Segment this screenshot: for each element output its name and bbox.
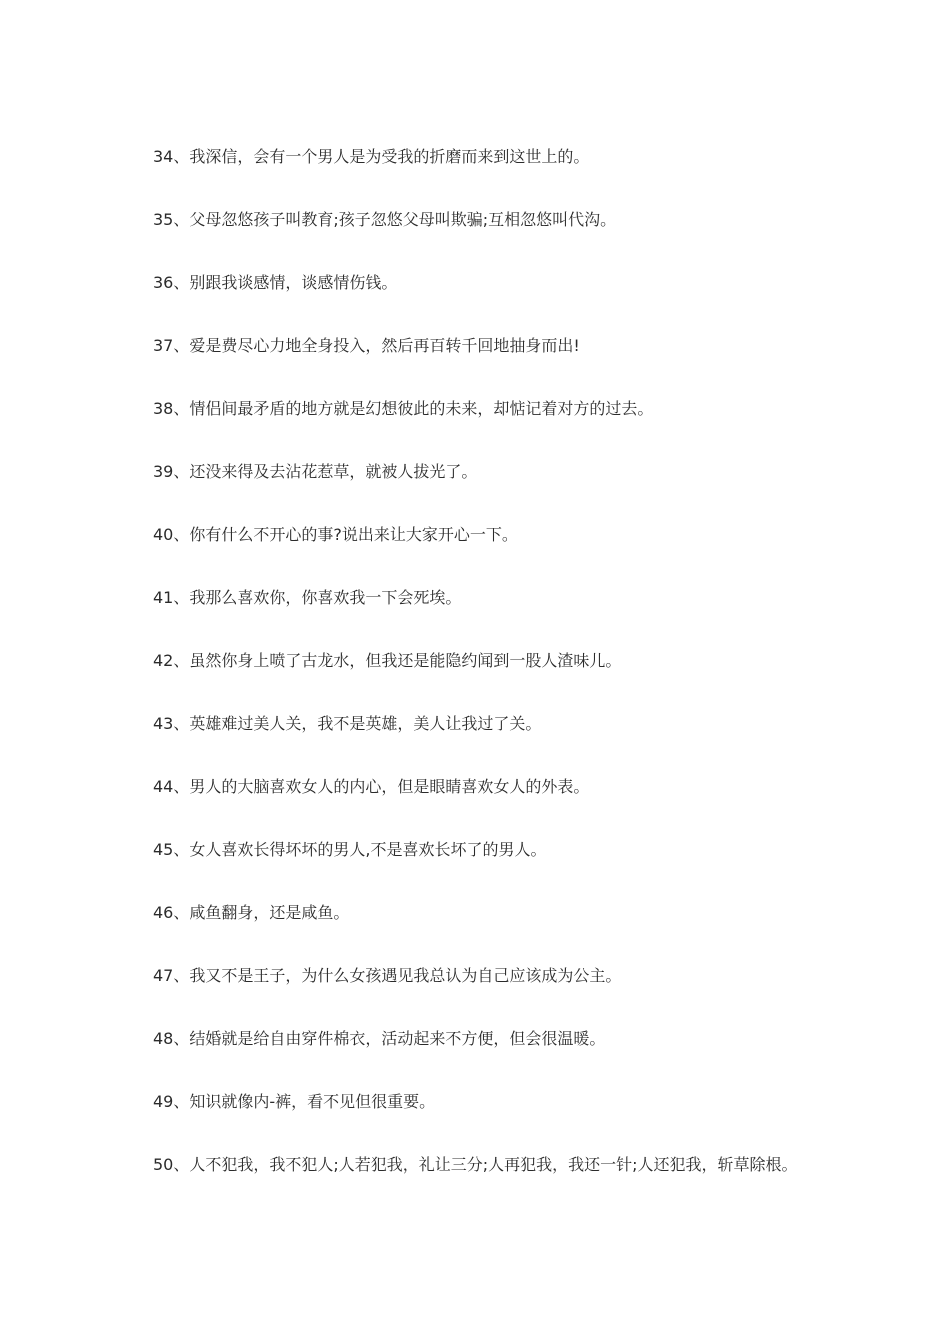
- quote-item: 48、结婚就是给自由穿件棉衣，活动起来不方便，但会很温暖。: [153, 1029, 606, 1048]
- quote-item: 50、人不犯我，我不犯人;人若犯我，礼让三分;人再犯我，我还一针;人还犯我，斩草除根。: [153, 1155, 798, 1174]
- quote-item: 44、男人的大脑喜欢女人的内心，但是眼睛喜欢女人的外表。: [153, 777, 590, 796]
- quote-item: 38、情侣间最矛盾的地方就是幻想彼此的未来，却惦记着对方的过去。: [153, 399, 654, 418]
- quote-item: 41、我那么喜欢你，你喜欢我一下会死埃。: [153, 588, 462, 607]
- quote-item: 37、爱是费尽心力地全身投入，然后再百转千回地抽身而出!: [153, 336, 580, 355]
- quote-item: 42、虽然你身上喷了古龙水，但我还是能隐约闻到一股人渣味儿。: [153, 651, 622, 670]
- quote-item: 45、女人喜欢长得坏坏的男人,不是喜欢长坏了的男人。: [153, 840, 547, 859]
- quote-item: 35、父母忽悠孩子叫教育;孩子忽悠父母叫欺骗;互相忽悠叫代沟。: [153, 210, 617, 229]
- quote-list: [153, 145, 803, 1216]
- quote-item: 43、英雄难过美人关，我不是英雄，美人让我过了关。: [153, 714, 542, 733]
- quote-item: 40、你有什么不开心的事?说出来让大家开心一下。: [153, 525, 518, 544]
- quote-item: 36、别跟我谈感情，谈感情伤钱。: [153, 273, 398, 292]
- quote-item: 49、知识就像内-裤，看不见但很重要。: [153, 1092, 436, 1111]
- quote-item: 34、我深信，会有一个男人是为受我的折磨而来到这世上的。: [153, 147, 590, 166]
- quote-item: 46、咸鱼翻身，还是咸鱼。: [153, 903, 350, 922]
- quote-item: 47、我又不是王子，为什么女孩遇见我总认为自己应该成为公主。: [153, 966, 622, 985]
- quote-item: 39、还没来得及去沾花惹草，就被人拔光了。: [153, 462, 478, 481]
